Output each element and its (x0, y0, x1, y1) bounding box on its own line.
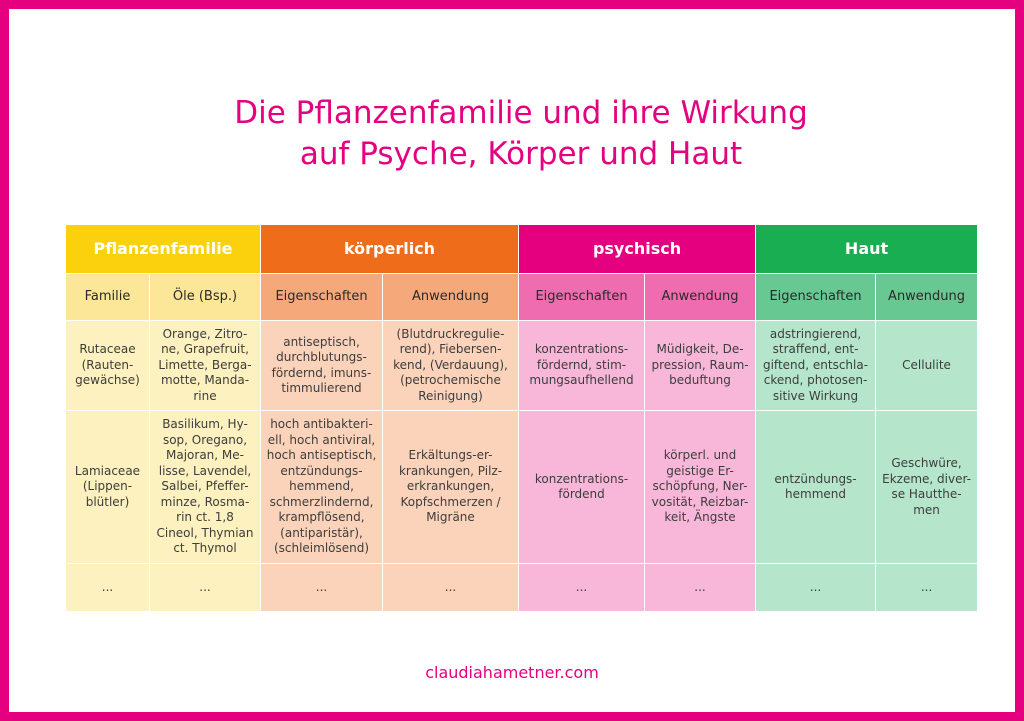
cell-psychisch-anwendung: ... (645, 564, 756, 612)
cell-koerperlich-anwendung: Erkältungs-er-krankungen, Pilz-erkrankungen, Kopfschmerzen / Migräne (383, 411, 519, 564)
cell-koerperlich-eigenschaften: ... (261, 564, 383, 612)
table-row (66, 321, 978, 411)
group-header-row (66, 225, 978, 274)
cell-koerperlich-eigenschaften: hoch antibakteri-ell, hoch antiviral, hoch antiseptisch, entzündungs-hemmend, schmerzlindernd, krampflösend, (antiparistär), (schleimlösend) (261, 411, 383, 564)
cell-familie: Lamiaceae (Lippen-blütler) (66, 411, 150, 564)
cell-psychisch-anwendung: körperl. und geistige Er-schöpfung, Ner-vosität, Reizbar-keit, Ängste (645, 411, 756, 564)
subheader-haut-eigenschaften: Eigenschaften (756, 274, 876, 321)
subheader-familie: Familie (66, 274, 150, 321)
cell-koerperlich-anwendung: (Blutdruckregulie-rend), Fiebersen-kend, (Verdauung), (petrochemische Reinigung) (383, 321, 519, 411)
cell-psychisch-eigenschaften: konzentrations-fördend (519, 411, 645, 564)
cell-koerperlich-eigenschaften: antiseptisch, durchblutungs-fördernd, imuns-timmulierend (261, 321, 383, 411)
cell-psychisch-eigenschaften: ... (519, 564, 645, 612)
group-header-koerperlich: körperlich (261, 225, 519, 274)
cell-haut-eigenschaften: adstringierend, straffend, ent-giftend, entschla-ckend, photosen-sitive Wirkung (756, 321, 876, 411)
cell-familie: ... (66, 564, 150, 612)
subheader-haut-anwendung: Anwendung (876, 274, 978, 321)
cell-haut-eigenschaften: entzündungs-hemmend (756, 411, 876, 564)
page-title (9, 93, 1024, 175)
subheader-koerperlich-eigenschaften: Eigenschaften (261, 274, 383, 321)
plant-family-table (65, 224, 978, 612)
table-row (66, 411, 978, 564)
group-header-haut: Haut (756, 225, 978, 274)
subheader-psychisch-eigenschaften: Eigenschaften (519, 274, 645, 321)
cell-oele: Orange, Zitro-ne, Grapefruit, Limette, Berga-motte, Manda-rine (150, 321, 261, 411)
cell-haut-anwendung: Cellulite (876, 321, 978, 411)
cell-familie: Rutaceae (Rauten-gewächse) (66, 321, 150, 411)
group-header-pflanzenfamilie: Pflanzenfamilie (66, 225, 261, 274)
footer-website: claudiahametner.com (425, 663, 599, 682)
sub-header-row (66, 274, 978, 321)
cell-haut-eigenschaften: ... (756, 564, 876, 612)
cell-haut-anwendung: ... (876, 564, 978, 612)
cell-koerperlich-anwendung: ... (383, 564, 519, 612)
group-header-psychisch: psychisch (519, 225, 756, 274)
cell-psychisch-eigenschaften: konzentrations-fördernd, stim-mungsaufhellend (519, 321, 645, 411)
cell-haut-anwendung: Geschwüre, Ekzeme, diver-se Hautthe-men (876, 411, 978, 564)
table-row (66, 564, 978, 612)
subheader-koerperlich-anwendung: Anwendung (383, 274, 519, 321)
cell-psychisch-anwendung: Müdigkeit, De-pression, Raum-beduftung (645, 321, 756, 411)
title-line-2: auf Psyche, Körper und Haut (299, 136, 743, 172)
subheader-psychisch-anwendung: Anwendung (645, 274, 756, 321)
cell-oele: ... (150, 564, 261, 612)
title-line-1: Die Pflanzenfamilie und ihre Wirkung (234, 95, 808, 131)
subheader-oele: Öle (Bsp.) (150, 274, 261, 321)
cell-oele: Basilikum, Hy-sop, Oregano, Majoran, Me-lisse, Lavendel, Salbei, Pfeffer-minze, Rosma-rin ct. 1,8 Cineol, Thymian ct. Thymol (150, 411, 261, 564)
